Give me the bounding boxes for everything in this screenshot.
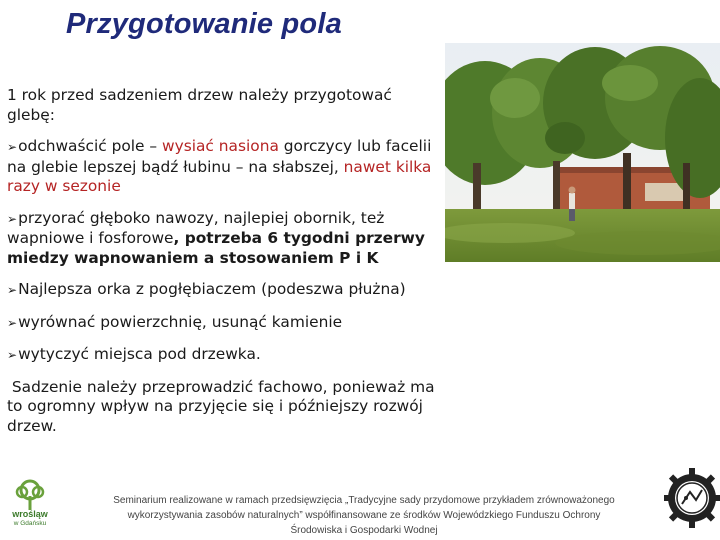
bullet-2-part-b: , potrzeba 6 tygodni przerwy miedzy wapnowaniem a stosowaniem P i K — [7, 229, 425, 267]
slide-title: Przygotowanie pola — [66, 8, 342, 40]
slide-content — [7, 86, 439, 436]
arrow-bullet-icon: ➢ — [7, 211, 18, 226]
bullet-5-text: wytyczyć miejsca pod drzewka. — [18, 345, 261, 363]
tree-logo-icon — [0, 478, 60, 512]
left-logo-name: wrośląw — [12, 509, 48, 519]
arrow-bullet-icon: ➢ — [7, 315, 18, 330]
footer-line-1: Seminarium realizowane w ramach przedsięwzięcia „Tradycyjne sady przydomowe przykładem zrównoważonego — [113, 495, 615, 506]
footer-line-2: wykorzystywania zasobów naturalnych” współfinansowane ze środków Wojewódzkiego Funduszu Ochrony — [127, 510, 601, 521]
society-seal-logo-icon — [664, 468, 720, 530]
arrow-bullet-icon: ➢ — [7, 348, 18, 362]
bullet-3-text: Najlepsza orka z pogłębiaczem (podeszwa płużna) — [18, 280, 406, 298]
bullet-5 — [7, 345, 439, 366]
footer-text — [84, 493, 644, 538]
bullet-1-highlight-b: nawet kilka razy w sezonie — [7, 157, 432, 195]
footer-line-3: Środowiska i Gospodarki Wodnej — [290, 525, 438, 536]
orchard-photo-icon — [445, 43, 720, 262]
closing-text — [7, 378, 439, 437]
intro-text: 1 rok przed sadzeniem drzew należy przygotować glebę: — [7, 86, 392, 124]
bullet-4-text: wyrównać powierzchnię, usunąć kamienie — [18, 312, 343, 331]
bullet-1 — [7, 137, 439, 197]
left-logo-sub: w Gdańsku — [13, 520, 47, 527]
arrow-bullet-icon: ➢ — [7, 140, 18, 154]
right-logo — [664, 468, 720, 530]
bullet-1-highlight-a: wysiać nasiona — [162, 137, 279, 155]
closing-text-body: Sadzenie należy przeprowadzić fachowo, ponieważ ma to ogromny wpływ na przyjęcie się i późniejszy rozwój drzew. — [7, 377, 435, 435]
bullet-4 — [7, 313, 439, 334]
bullet-2 — [7, 209, 439, 269]
bullet-1-part-c: gorczycy lub facelii na glebie lepszej bądź łubinu – na słabszej, — [7, 137, 432, 176]
arrow-bullet-icon: ➢ — [7, 283, 18, 297]
bullet-1-part-a: odchwaścić pole – — [18, 137, 163, 155]
bullet-2-part-a: przyorać głęboko nawozy, najlepiej obornik, też wapniowe i fosforowe — [7, 208, 385, 247]
orchard-photo — [445, 43, 720, 262]
bullet-3 — [7, 280, 439, 301]
